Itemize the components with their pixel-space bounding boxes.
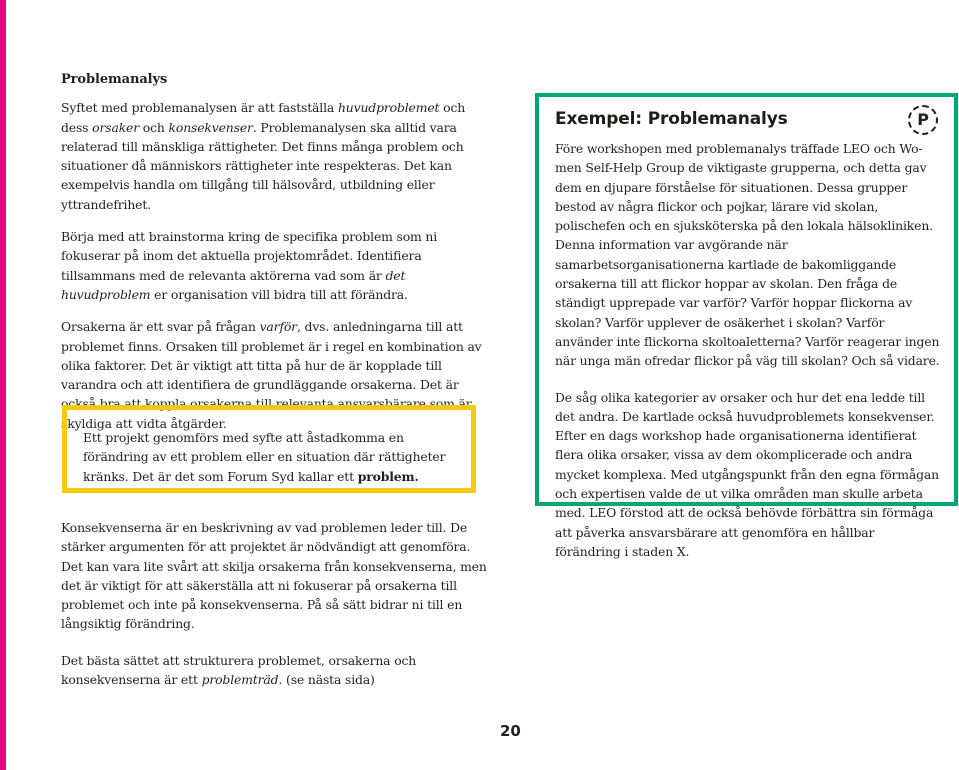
intro-column xyxy=(61,70,491,446)
paragraph-problem-tree: Det bästa sättet att strukturera problemet, orsakerna och konsekvenserna är ett problemträd. (se nästa sida) xyxy=(61,652,417,688)
paragraph-consequences: Konsekvenserna är en beskrivning av vad problemen leder till. De stärker argumenten för att projektet är nödvändigt att genomföra. Det kan vara lite svårt att skilja orsakerna från konsekvenserna, men det är viktigt för att säkerställa att ni fokuserar på orsakerna till problemet och inte på konsekvenserna. På så sätt bidrar ni till en långsiktig förändring. xyxy=(61,520,487,632)
example-paragraph-2: De såg olika kategorier av orsaker och hur det ena ledde till det andra. De kartlade också huvudproblemets konsekvenser. Efter en dags workshop hade organisationerna identifierat flera olika orsaker, vissa av dem okomplicerade och andra mycket komplexa. Med utgångspunkt från den egna förmågan och expertisen valde de ut vilka områden man skulle arbeta med. LEO förstod att de också behövde förbättra sin förmåga att påverka ansvarsbärare att genomföra en hållbar förändring i staden X. xyxy=(555,389,939,559)
page-number: 20 xyxy=(500,722,521,740)
paragraph-brainstorm: Börja med att brainstorma kring de specifika problem som ni fokuserar på inom det aktuella projektområdet. Identifiera tillsammans med de relevanta aktörerna vad som är det huvudproblem er organisation vill bidra till att förändra. xyxy=(61,229,438,302)
section-heading: Problemanalys xyxy=(61,72,168,87)
page-edge-bar xyxy=(0,0,6,770)
paragraph-causes: Orsakerna är ett svar på frågan varför, dvs. anledningarna till att problemet finns. Orsaken till problemet är i regel en kombination av olika faktorer. Det är viktigt att titta på hur de är kopplade till varandra och att identifiera de grundläggande orsakerna. Det är också bra att koppla orsakerna till relevanta ansvarsbärare som är skyldiga att vidta åtgärder. xyxy=(61,319,482,431)
callout-text: Ett projekt genomförs med syfte att åstadkomma en förändring av ett problem eller en situation där rättigheter kränks. Det är det som Forum Syd kallar ett problem. xyxy=(83,430,446,484)
consequences-column xyxy=(61,518,491,706)
problem-badge-icon: P xyxy=(908,105,938,135)
example-paragraph-1: Före workshopen med problemanalys träffade LEO och Women Self-Help Group de viktigaste grupperna, och detta gav dem en djupare förståelse för situationen. Dessa grupper bestod av några flickor och pojkar, lärare vid skolan, polischefen och en sjuksköterska på den lokala hälsokliniken. Denna information var avgörande när samarbetsorganisationerna kartlade de bakomliggande orsakerna till att flickor hoppar av skolan. Den fråga de ständigt upprepade var varför? Varför hoppar flickorna av skolan? Varför upplever de osäkerhet i skolan? Varför använder inte flickorna skoltoaletterna? Varför reagerar ingen när unga män ofredar flickor på väg till skolan? Och så vidare. xyxy=(555,141,940,369)
example-title: Exempel: Problemanalys xyxy=(555,109,788,129)
paragraph-purpose: Syftet med problemanalysen är att fastställa huvudproblemet och dess orsaker och konsekvenser. Problemanalysen ska alltid vara relaterad till mänskliga rättigheter. Det finns många problem och situationer då människors rättigheter inte respekteras. Det kan exempelvis handla om tillgång till hälsovård, utbildning eller yttrandefrihet. xyxy=(61,100,466,212)
example-box xyxy=(535,93,958,559)
definition-callout xyxy=(62,405,476,493)
